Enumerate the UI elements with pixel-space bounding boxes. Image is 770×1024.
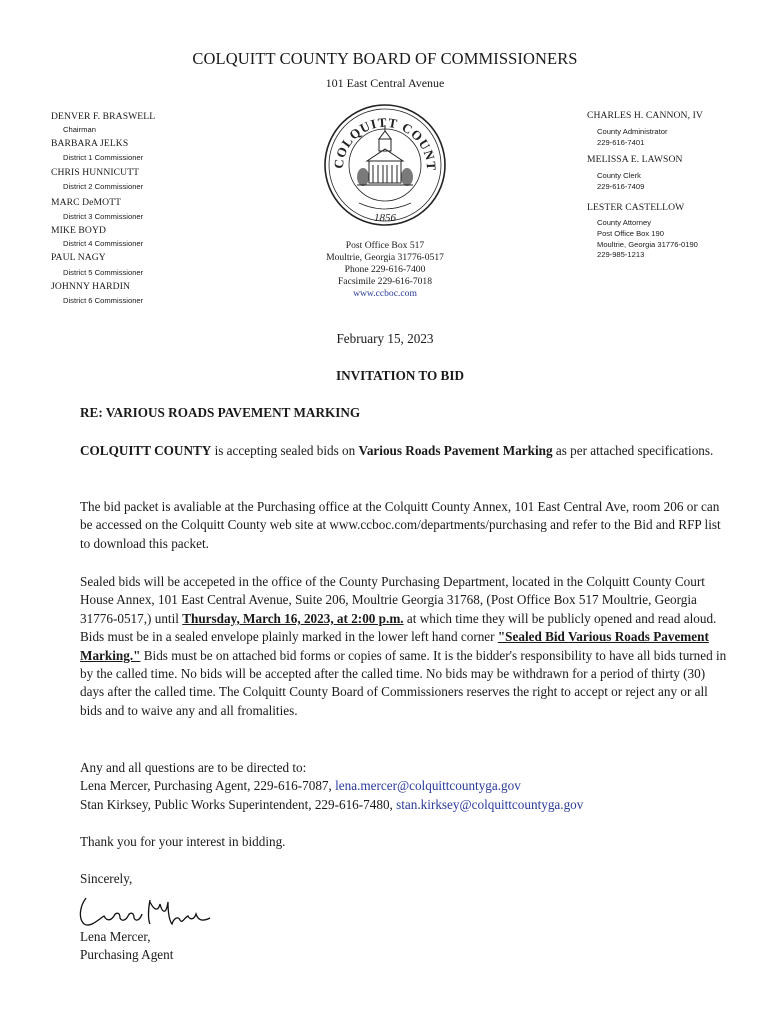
city-line: Moultrie, Georgia 31776-0517 <box>326 252 444 263</box>
county-seal <box>323 103 447 227</box>
intro-text: is accepting sealed bids on <box>211 443 359 458</box>
questions-intro: Any and all questions are to be directed to: <box>80 760 307 775</box>
commissioner-role: District 4 Commissioner <box>63 239 144 248</box>
county-seal-icon <box>323 103 447 227</box>
po-box: Post Office Box 517 <box>345 240 425 251</box>
commissioner-name: DENVER F. BRASWELL <box>51 111 156 122</box>
commissioner-role: District 3 Commissioner <box>63 212 144 221</box>
seal-year: 1856 <box>374 212 396 224</box>
staff-phone: 229-985-1213 <box>597 250 645 259</box>
phone-line: Phone 229-616-7400 <box>344 264 426 275</box>
staff-title: County Administrator <box>597 127 668 136</box>
signature <box>76 890 216 930</box>
public-works-email-link[interactable]: stan.kirksey@colquittcountyga.gov <box>396 796 584 812</box>
county-contact <box>290 240 480 300</box>
paragraph-packet <box>80 498 730 553</box>
website-link[interactable]: www.ccboc.com <box>353 288 417 299</box>
commissioner-name: PAUL NAGY <box>51 252 106 263</box>
staff-name: MELISSA E. LAWSON <box>587 154 683 165</box>
staff-address: Post Office Box 190 <box>597 229 664 238</box>
deadline-text: Thursday, March 16, 2023, at 2:00 p.m. <box>182 610 404 626</box>
commissioner-role: District 5 Commissioner <box>63 268 144 277</box>
commissioner-role: District 2 Commissioner <box>63 182 144 191</box>
commissioner-name: CHRIS HUNNICUTT <box>51 167 140 178</box>
contact-purchasing: Lena Mercer, Purchasing Agent, 229-616-7087, <box>80 778 336 794</box>
thank-you-line: Thank you for your interest in bidding. <box>80 834 286 849</box>
instructions-text: Sealed bids will be accepeted in the office of the County Purchasing Department, located in the Colquitt County Court House Annex, 101 East Central Avenue, Suite 206, Moultrie Georgia 31768, (Post Office Box 517 Moultrie, Georgia 31776-0517,) until <box>80 574 705 626</box>
signer-block <box>80 928 730 965</box>
commissioner-role: Chairman <box>63 125 96 134</box>
questions-block <box>80 759 730 814</box>
board-title: COLQUITT COUNTY BOARD OF COMMISSIONERS <box>192 49 578 68</box>
signature-icon <box>76 890 216 930</box>
seal-ring-text: COLQUITT COUNT <box>330 114 440 172</box>
letter-heading: INVITATION TO BID <box>335 368 464 383</box>
signer-name: Lena Mercer, <box>80 929 151 944</box>
contact-public-works: Stan Kirksey, Public Works Superintendent, 229-616-7480, <box>80 796 397 812</box>
commissioner-name: BARBARA JELKS <box>51 138 129 149</box>
packet-text: The bid packet is avaliable at the Purchasing office at the Colquitt County Annex, 101 East Central Ave, room 206 or can be accessed on the Colquitt County web site at www.ccboc.com/departments/purchasing and refer to the Bid and RFP list to download this packet. <box>80 499 721 551</box>
staff-title: County Attorney <box>597 218 652 227</box>
paragraph-instructions <box>80 573 730 720</box>
purchasing-email-link[interactable]: lena.mercer@colquittcountyga.gov <box>335 778 521 794</box>
staff-title: County Clerk <box>597 171 641 180</box>
staff-phone: 229-616-7409 <box>597 182 645 191</box>
commissioner-name: MARC DeMOTT <box>51 197 122 208</box>
board-address: 101 East Central Avenue <box>325 76 445 90</box>
commissioner-name: JOHNNY HARDIN <box>51 281 131 292</box>
letter-re-line: RE: VARIOUS ROADS PAVEMENT MARKING <box>80 405 361 420</box>
commissioner-role: District 6 Commissioner <box>63 296 144 305</box>
county-name: COLQUITT COUNTY <box>80 443 212 458</box>
fax-line: Facsimile 229-616-7018 <box>337 276 433 287</box>
paragraph-intro <box>80 442 730 460</box>
intro-text-end: as per attached specifications. <box>552 443 714 458</box>
commissioner-name: MIKE BOYD <box>51 225 106 236</box>
closing-line: Sincerely, <box>80 871 133 886</box>
signer-title: Purchasing Agent <box>80 947 174 963</box>
instructions-text-3: Bids must be on attached bid forms or copies of same. It is the bidder's responsibility to have all bids turned in by the called time. No bids will be accepted after the called time. No bids may be withdrawn for a period of thirty (30) days after the called time. The Colquitt County Board of Commissioners reserves the right to accept or reject any or all bids and to waive any and all fromalities. <box>80 647 727 718</box>
staff-name: CHARLES H. CANNON, IV <box>587 110 703 121</box>
staff-city: Moultrie, Georgia 31776-0190 <box>597 240 698 249</box>
staff-name: LESTER CASTELLOW <box>587 202 685 213</box>
envelope-marking: "Sealed Bid Various Roads Pavement Marking." <box>80 629 709 663</box>
commissioner-role: District 1 Commissioner <box>63 153 144 162</box>
instructions-text-2: at which time they will be publicly opened and read aloud. Bids must be in a sealed envelope plainly marked in the lower left hand corner <box>80 610 717 645</box>
project-name: Various Roads Pavement Marking <box>358 443 553 458</box>
letter-date: February 15, 2023 <box>336 331 434 346</box>
staff-phone: 229-616-7401 <box>597 138 645 147</box>
